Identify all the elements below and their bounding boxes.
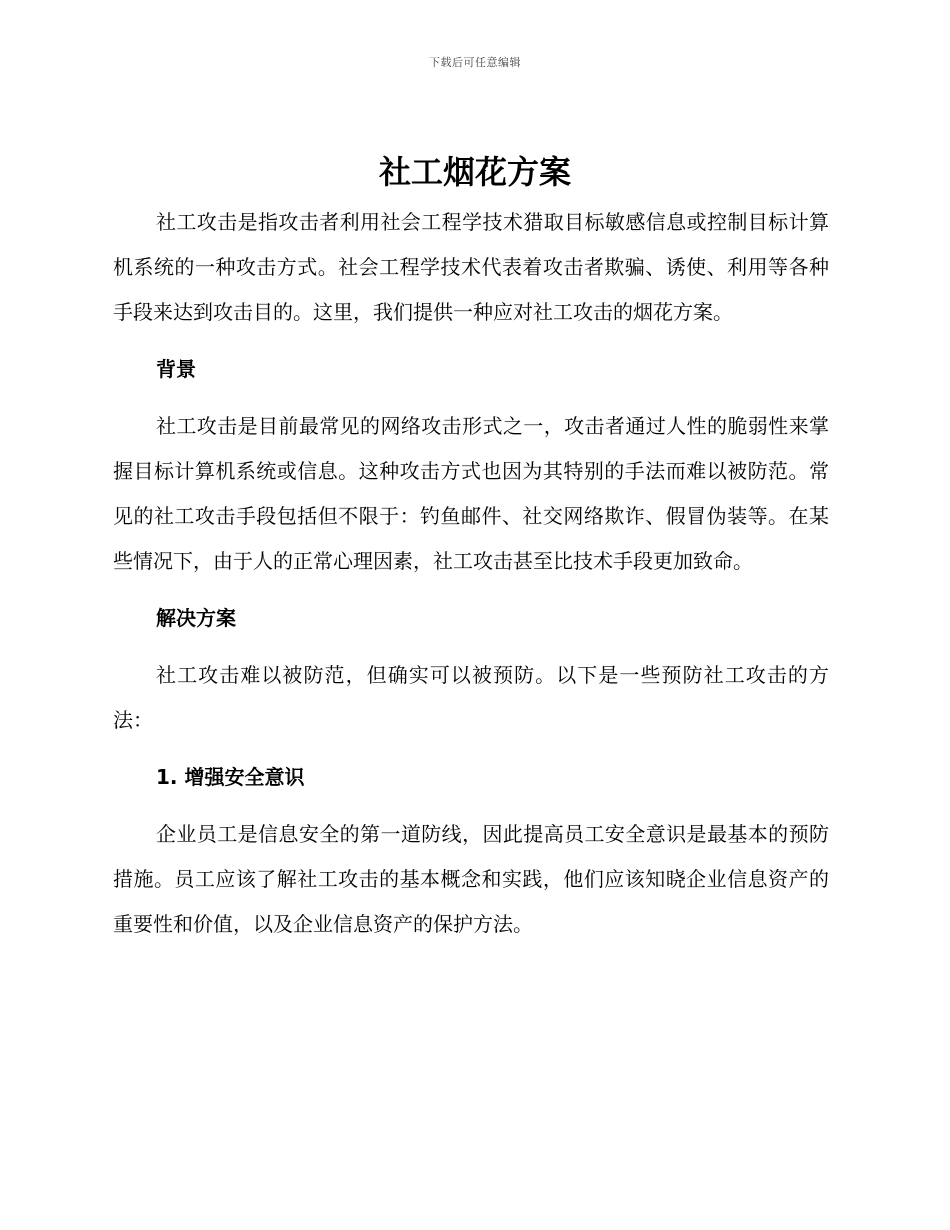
section-heading-background: 背景 bbox=[156, 357, 196, 381]
header-note: 下载后可任意编辑 bbox=[429, 56, 521, 69]
document-title: 社工烟花方案 bbox=[378, 153, 571, 191]
subsection-heading-awareness: 1. 增强安全意识 bbox=[156, 765, 305, 789]
section-heading-solution: 解决方案 bbox=[156, 606, 236, 630]
awareness-paragraph: 企业员工是信息安全的第一道防线，因此提高员工安全意识是最基本的预防措施。员工应该了解社工攻击的基本概念和实践，他们应该知晓企业信息资产的重要性和价值，以及企业信息资产的保护方法。 bbox=[113, 822, 829, 936]
document-body bbox=[113, 200, 829, 947]
background-paragraph: 社工攻击是目前最常见的网络攻击形式之一，攻击者通过人性的脆弱性来掌握目标计算机系统或信息。这种攻击方式也因为其特别的手法而难以被防范。常见的社工攻击手段包括但不限于：钓鱼邮件、社交网络欺诈、假冒伪装等。在某些情况下，由于人的正常心理因素，社工攻击甚至比技术手段更加致命。 bbox=[113, 414, 829, 573]
intro-paragraph: 社工攻击是指攻击者利用社会工程学技术猎取目标敏感信息或控制目标计算机系统的一种攻击方式。社会工程学技术代表着攻击者欺骗、诱使、利用等各种手段来达到攻击目的。这里，我们提供一种应对社工攻击的烟花方案。 bbox=[113, 210, 829, 324]
solution-paragraph: 社工攻击难以被防范，但确实可以被预防。以下是一些预防社工攻击的方法： bbox=[113, 663, 829, 732]
